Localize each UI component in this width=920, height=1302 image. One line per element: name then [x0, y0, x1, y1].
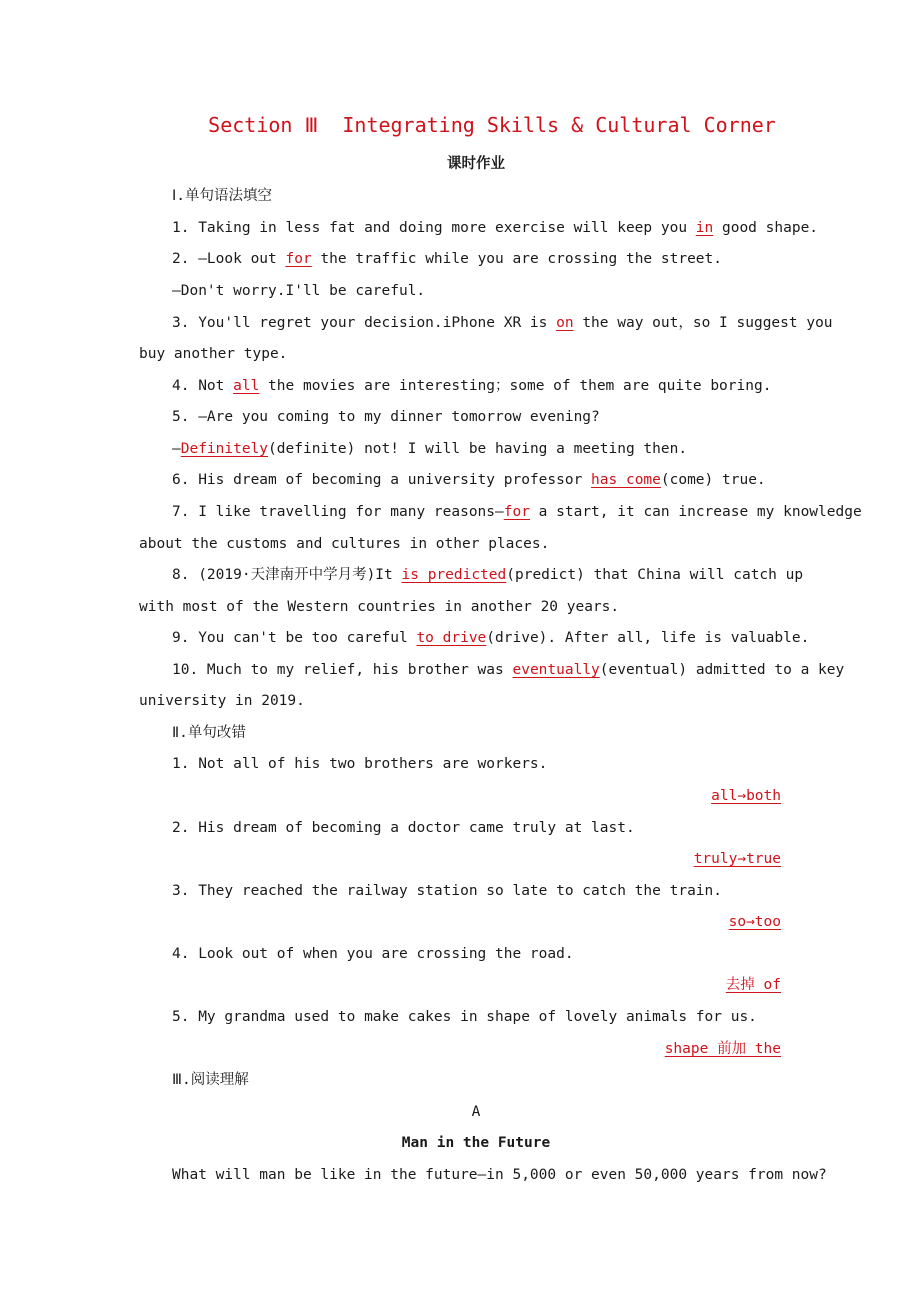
passage-title: Man in the Future — [401, 1135, 551, 1151]
question-10: 10. Much to my relief, his brother was eventually(eventual) admitted to a key — [172, 662, 845, 678]
part1-heading: Ⅰ.单句语法填空 — [172, 188, 273, 204]
error-item-3: 3. They reached the railway station so late to catch the train. — [172, 883, 722, 899]
passage-first-line: What will man be like in the future—in 5,000 or even 50,000 years from now? — [172, 1167, 827, 1183]
question-7-continued: about the customs and cultures in other places. — [139, 536, 550, 552]
answer-9: to drive — [416, 630, 487, 646]
correction-4: 去掉 of — [725, 977, 781, 993]
question-9: 9. You can't be too careful to drive(drive). After all, life is valuable. — [172, 630, 810, 646]
question-2: 2. —Look out for the traffic while you are crossing the street. — [172, 251, 723, 267]
answer-1: in — [695, 220, 714, 236]
answer-4: all — [233, 378, 260, 394]
question-1: 1. Taking in less fat and doing more exercise will keep you in good shape. — [172, 220, 819, 236]
question-3-continued: buy another type. — [139, 346, 288, 362]
error-item-4: 4. Look out of when you are crossing the road. — [172, 946, 574, 962]
answer-2: for — [285, 251, 312, 267]
question-2-reply: —Don't worry.I'll be careful. — [172, 283, 426, 299]
question-6: 6. His dream of becoming a university professor has come(come) true. — [172, 472, 766, 488]
error-item-5: 5. My grandma used to make cakes in shape of lovely animals for us. — [172, 1009, 757, 1025]
question-5: 5. —Are you coming to my dinner tomorrow evening? — [172, 409, 600, 425]
part3-heading: Ⅲ.阅读理解 — [172, 1072, 249, 1088]
question-7: 7. I like travelling for many reasons—for a start, it can increase my knowledge — [172, 504, 862, 520]
page-subtitle: 课时作业 — [447, 156, 505, 172]
question-3: 3. You'll regret your decision.iPhone XR is on the way out，so I suggest you — [172, 315, 833, 331]
answer-5: Definitely — [180, 441, 269, 457]
question-8: 8. (2019·天津南开中学月考)It is predicted(predict) that China will catch up — [172, 567, 804, 583]
error-item-2: 2. His dream of becoming a doctor came truly at last. — [172, 820, 635, 836]
answer-7: for — [503, 504, 530, 520]
answer-10: eventually — [512, 662, 600, 678]
correction-1: all→both — [711, 788, 781, 804]
question-10-continued: university in 2019. — [139, 693, 305, 709]
answer-6: has come — [591, 472, 661, 488]
question-8-continued: with most of the Western countries in another 20 years. — [139, 599, 620, 615]
part2-heading: Ⅱ.单句改错 — [172, 725, 246, 741]
question-4: 4. Not all the movies are interesting；some of them are quite boring. — [172, 378, 772, 394]
answer-8: is predicted — [401, 567, 507, 583]
correction-5: shape 前加 the — [664, 1041, 781, 1057]
correction-3: so→too — [728, 914, 781, 930]
question-5-reply: —Definitely(definite) not! I will be having a meeting then. — [172, 441, 688, 457]
passage-label: A — [471, 1104, 481, 1120]
error-item-1: 1. Not all of his two brothers are workers. — [172, 756, 548, 772]
answer-3: on — [556, 315, 574, 331]
section-title: Section Ⅲ Integrating Skills & Cultural Corner — [208, 113, 776, 137]
correction-2: truly→true — [693, 851, 781, 867]
